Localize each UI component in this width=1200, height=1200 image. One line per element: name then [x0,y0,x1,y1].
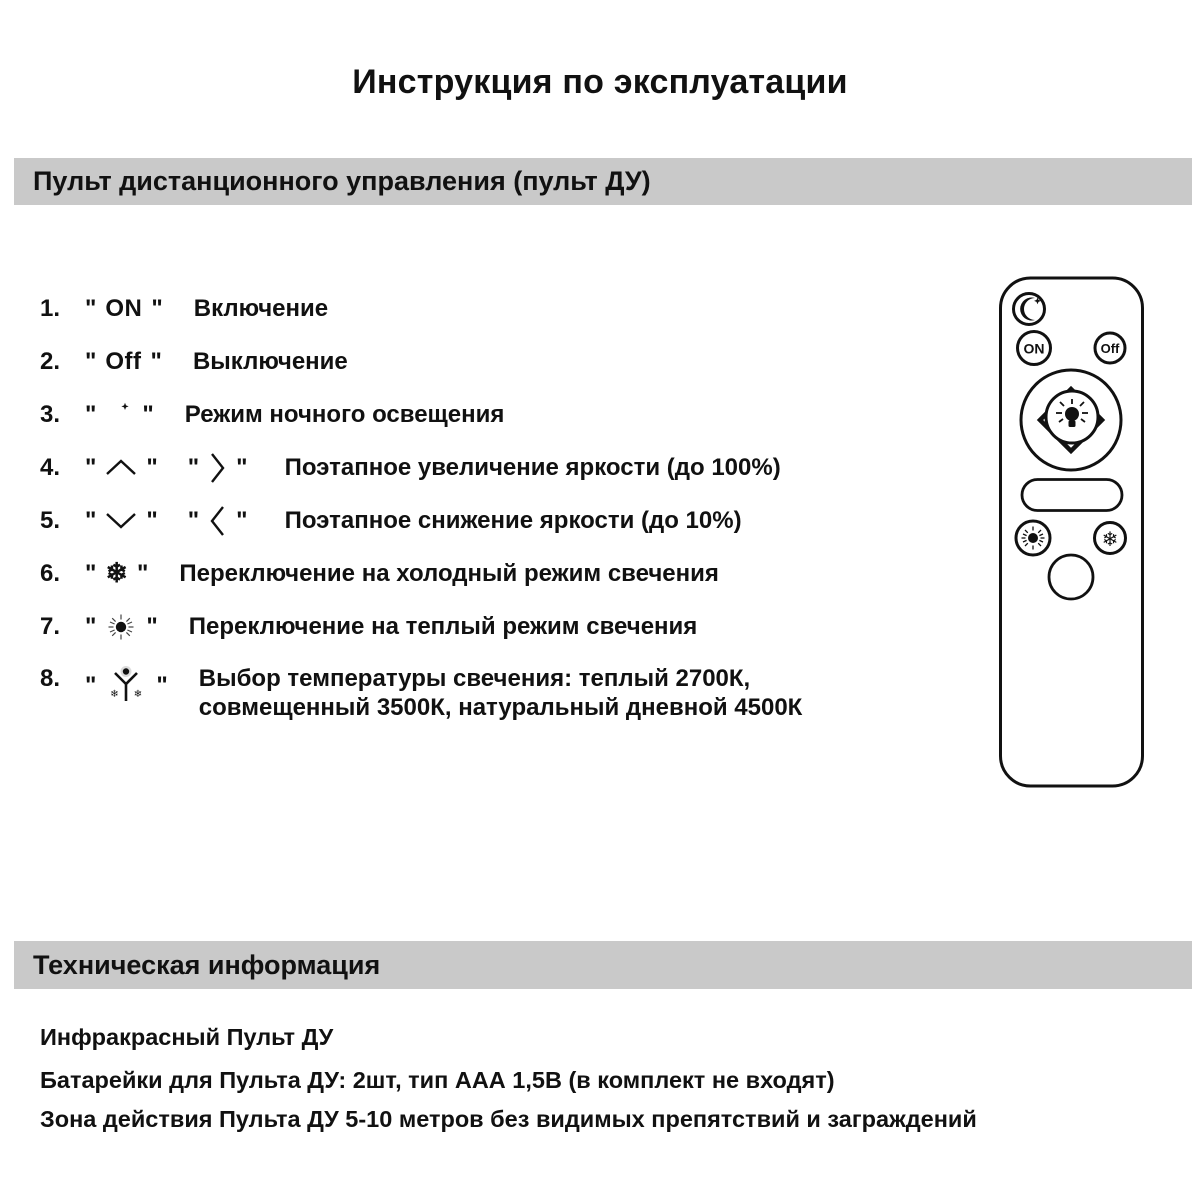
list-item-number: 5. [40,506,61,534]
list-item [40,494,970,547]
list-item-label: Включение [193,295,329,322]
list-item-number: 2. [40,347,61,375]
temperature-select-icon [105,665,147,707]
svg-text:❄: ❄ [110,689,120,700]
section-header-tech: Техническая информация [14,941,1192,989]
svg-text:❄: ❄ [134,689,143,700]
remote-control-illustration [992,272,1152,794]
list-item [40,653,970,722]
page-title: Инструкция по эксплуатации [352,63,848,101]
list-item [40,282,970,335]
chevron-up-icon [105,458,137,477]
snowflake-icon: ❄ [1101,527,1119,551]
quoted-symbol [76,401,163,429]
list-item [40,335,970,388]
quoted-symbol [76,295,172,323]
list-item-number: 1. [40,294,61,322]
quote-mark: " [150,347,162,375]
quote-mark: " [187,453,200,481]
list-item [40,547,970,600]
list-item-number: 8. [40,665,61,692]
symbol-text: Off [105,347,142,375]
list-item-number: 3. [40,400,61,428]
quote-mark: " [85,506,97,534]
list-item-number: 4. [40,453,61,481]
moon-icon [105,401,133,429]
feature-list [40,282,970,722]
list-item [40,388,970,441]
quoted-symbol [179,452,257,484]
symbol-text: ON [105,294,143,322]
snowflake-icon: ❄ [105,558,129,588]
quote-mark: " [85,347,97,375]
list-item-number: 7. [40,612,61,640]
list-item-label: Поэтапное увеличение яркости (до 100%) [284,454,781,481]
quote-mark: " [187,506,200,534]
tech-line: Инфракрасный Пульт ДУ [40,1024,334,1050]
list-item-label: Выключение [192,348,348,375]
quote-mark: " [146,612,158,640]
on-button-label: ON [1023,340,1045,357]
quote-mark: " [85,400,97,428]
tech-line: Батарейки для Пульта ДУ: 2шт, тип ААА 1,5В (в комплект не входят) [40,1067,835,1093]
quoted-symbol [76,560,157,588]
list-item-label: Поэтапное снижение яркости (до 10%) [284,507,742,534]
quoted-symbol [76,665,177,707]
quote-mark: " [146,453,158,481]
list-item-label: Выбор температуры свечения: теплый 2700К, совмещенный 3500К, натуральный дневной 4500К [198,665,803,721]
list-item-number: 6. [40,559,61,587]
quote-mark: " [85,453,97,481]
quote-mark: " [85,612,97,640]
list-item-label: Режим ночного освещения [184,401,505,428]
quote-mark: " [85,294,97,322]
section-header-remote: Пульт дистанционного управления (пульт ДУ) [14,158,1192,205]
quote-mark: " [236,453,248,481]
quote-mark: " [85,672,97,699]
quoted-symbol [76,454,167,482]
chevron-right-icon [208,452,227,484]
quote-mark: " [137,559,149,587]
off-button-label: Off [1100,341,1120,356]
list-item [40,600,970,653]
quoted-symbol [76,348,171,376]
quote-mark: " [236,506,248,534]
sun-icon [105,611,137,643]
quote-mark: " [156,672,168,699]
list-item-label: Переключение на холодный режим свечения [179,560,719,587]
quote-mark: " [85,559,97,587]
list-item-label: Переключение на теплый режим свечения [188,613,698,640]
remote-body [1001,278,1143,786]
chevron-left-icon [208,505,227,537]
quoted-symbol [76,611,167,643]
tech-line: Зона действия Пульта ДУ 5-10 метров без видимых препятствий и заграждений [40,1106,977,1132]
quote-mark: " [142,400,154,428]
quoted-symbol [76,507,167,535]
quoted-symbol [179,505,257,537]
list-item [40,441,970,494]
quote-mark: " [151,294,163,322]
chevron-down-icon [105,511,137,530]
quote-mark: " [146,506,158,534]
